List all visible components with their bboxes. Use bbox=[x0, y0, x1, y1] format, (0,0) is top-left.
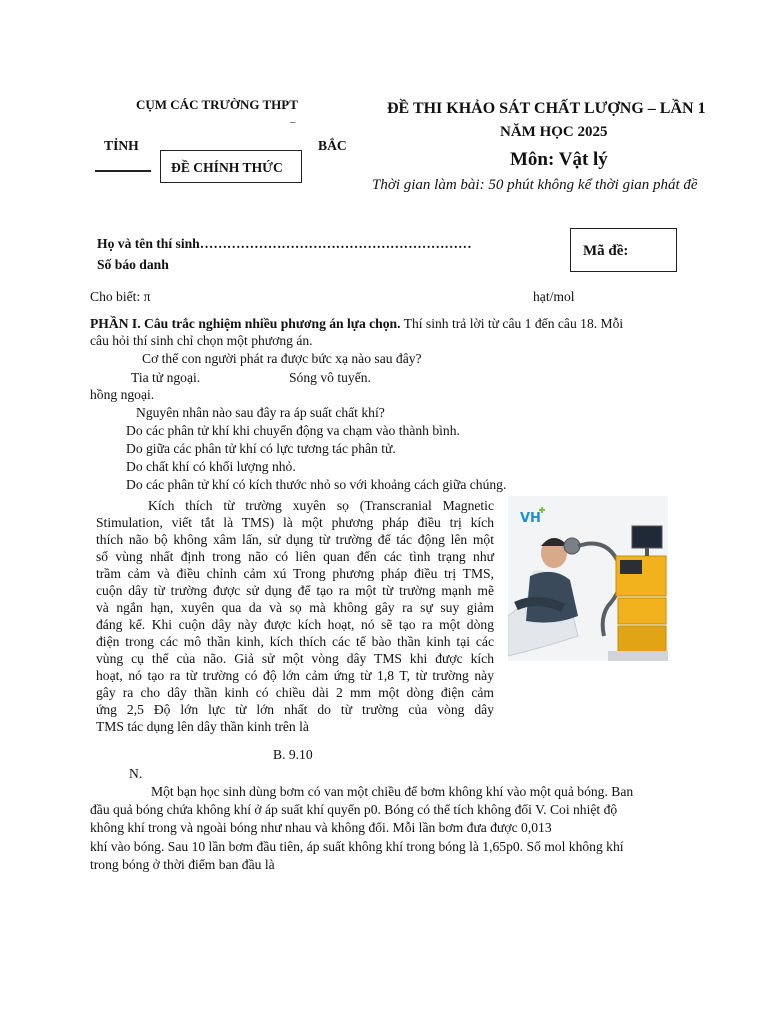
q3-unit: N. bbox=[129, 766, 143, 781]
q2-stem: Nguyên nhân nào sau đây ra áp suất chất khí? bbox=[136, 405, 385, 420]
tms-machine-middle bbox=[618, 598, 666, 624]
q3-line: gây ra cho dây thần kinh có chiều dài 2 mm một dòng điện cảm bbox=[96, 685, 494, 700]
q2-option: Do chất khí có khối lượng nhỏ. bbox=[126, 459, 296, 474]
q2-option: Do các phân tử khí có kích thước nhỏ so với khoảng cách giữa chúng. bbox=[126, 477, 507, 492]
tms-illustration bbox=[508, 496, 668, 661]
duration: Thời gian làm bài: 50 phút không kể thời gian phát đề bbox=[372, 177, 698, 193]
q3-line: Kích thích từ trường xuyên sọ (Transcranial Magnetic bbox=[148, 498, 494, 513]
monitor-stand bbox=[645, 548, 649, 556]
q3-line: số vùng nhất định trong não có liên quan đến các tình trạng như bbox=[96, 549, 494, 564]
machine-screen bbox=[620, 560, 642, 574]
exam-title: ĐỀ THI KHẢO SÁT CHẤT LƯỢNG – LẦN 1 bbox=[387, 100, 706, 117]
given-left: Cho biết: π bbox=[90, 289, 151, 304]
q3-line: Stimulation, viết tắt là TMS) là một phương pháp điều trị kích bbox=[96, 515, 494, 530]
q4-line: khí vào bóng. Sau 10 lần bơm đầu tiên, áp suất không khí trong bóng là 1,65p0. Số mol không khí bbox=[90, 839, 624, 854]
part1-intro bbox=[90, 315, 623, 332]
q3-line: và ngắn hạn, xuyên qua da và sọ mà không gây ra sự suy giảm bbox=[96, 600, 494, 615]
q2-option: Do các phân tử khí khi chuyển động va chạm vào thành bình. bbox=[126, 423, 460, 438]
q1-option-c: hồng ngoại. bbox=[90, 387, 155, 402]
given-right: hạt/mol bbox=[533, 289, 575, 304]
official-box bbox=[160, 150, 302, 183]
province-left: TỈNH bbox=[104, 138, 139, 153]
q3-line: cuộn dây từ trường được sử dụng để tạo ra một từ trường mạnh mẽ bbox=[96, 583, 494, 598]
subject: Môn: Vật lý bbox=[510, 149, 608, 170]
q3-passage bbox=[96, 497, 494, 735]
school-year: NĂM HỌC 2025 bbox=[500, 124, 608, 140]
q1-option-a: Tia tử ngoại. bbox=[131, 370, 201, 385]
q3-option-b: B. 9.10 bbox=[273, 747, 313, 762]
q2-option: Do giữa các phân tử khí có lực tương tác phân tử. bbox=[126, 441, 396, 456]
q3-line: thích não bộ không xâm lấn, sử dụng từ trường để tác động lên một bbox=[96, 532, 494, 547]
vh-logo-text: VH bbox=[520, 511, 541, 526]
q1-option-b: Sóng vô tuyến. bbox=[289, 370, 371, 385]
province-right: BẮC bbox=[318, 138, 347, 153]
part1-intro-line2: câu hỏi thí sinh chỉ chọn một phương án. bbox=[90, 333, 313, 348]
province-underline bbox=[95, 170, 151, 172]
candidate-name-line: Họ và tên thí sinh…………………………………………………… bbox=[97, 236, 472, 251]
exam-code-box bbox=[570, 228, 677, 272]
q3-line: hoạt, nó tạo ra từ trường có độ lớn cảm ứng từ 1,8 T, từ trường này bbox=[96, 668, 494, 683]
q3-line: trầm cảm và điều chỉnh cảm xú Trong phương pháp điều trị TMS, bbox=[96, 566, 494, 581]
part1-intro-rest: Thí sinh trả lời từ câu 1 đến câu 18. Mỗi bbox=[400, 316, 624, 331]
q4-line: trong bóng ở thời điểm ban đầu là bbox=[90, 857, 275, 872]
q4-line: Một bạn học sinh dùng bơm có van một chiều để bơm không khí vào một quả bóng. Ban bbox=[151, 784, 634, 799]
q3-line: điện trong các mô thần kinh, kích thích các tế bào thần kinh tại các bbox=[96, 634, 494, 649]
tms-machine-bottom bbox=[618, 626, 666, 652]
tms-photo bbox=[508, 496, 668, 661]
monitor bbox=[632, 526, 662, 548]
q3-line: đáng kể. Khi cuộn dây này được kích hoạt, nó sẽ tạo ra một dòng bbox=[96, 617, 494, 632]
exam-code-label: Mã đề: bbox=[583, 243, 629, 259]
q3-line: vùng cụ thể của não. Giả sử một vòng dây TMS khi được kích bbox=[96, 651, 494, 666]
part1-heading: PHẦN I. Câu trắc nghiệm nhiều phương án lựa chọn. bbox=[90, 316, 401, 331]
q4-line: không khí trong và ngoài bóng như nhau và không đổi. Mỗi lần bơm đưa được 0,013 bbox=[90, 820, 552, 835]
official-label: ĐỀ CHÍNH THỨC bbox=[171, 160, 283, 175]
q1-stem: Cơ thể con người phát ra được bức xạ nào sau đây? bbox=[142, 351, 422, 366]
school-cluster: CỤM CÁC TRƯỜNG THPT bbox=[136, 97, 298, 112]
tms-coil bbox=[564, 538, 580, 554]
q4-line: đầu quả bóng chứa không khí ở áp suất khí quyển p0. Bóng có thể tích không đổi V. Coi nhiệt độ bbox=[90, 802, 618, 817]
floor bbox=[608, 651, 668, 661]
q3-line: ứng 2,5 Độ lớn lực từ lớn nhất do từ trường của vòng dây bbox=[96, 702, 494, 717]
q3-last-line: TMS tác dụng lên dây thần kinh trên là bbox=[96, 719, 309, 734]
candidate-id-line: Số báo danh bbox=[97, 257, 169, 272]
header-dash: – bbox=[290, 116, 296, 128]
